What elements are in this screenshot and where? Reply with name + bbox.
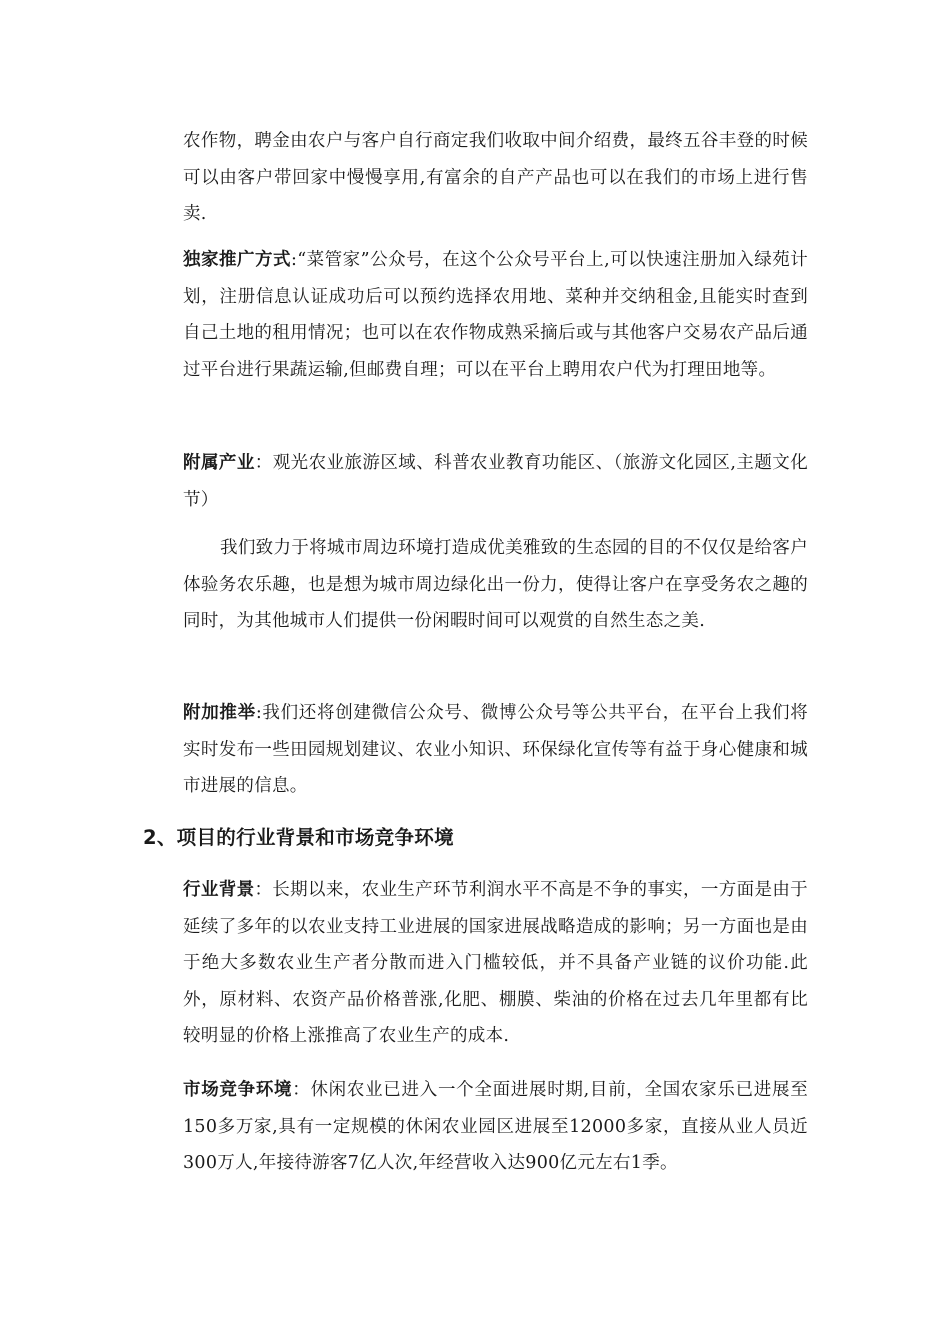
paragraph-mission [183, 530, 808, 640]
paragraph-promotion [183, 242, 808, 388]
market-competition-label: 市场竞争环境 [183, 1080, 293, 1100]
paragraph-text: :我们还将创建微信公众号、微博公众号等公共平台，在平台上我们将实时发布一些田园规划建议、农业小知识、环保绿化宣传等有益于身心健康和城市进展的信息。 [183, 703, 809, 796]
paragraph-text: ：观光农业旅游区域、科普农业教育功能区、（旅游文化园区,主题文化节） [183, 453, 808, 510]
industry-background-label: 行业背景 [183, 880, 255, 900]
paragraph-text: :“菜管家”公众号，在这个公众号平台上,可以快速注册加入绿苑计划，注册信息认证成功后可以预约选择农用地、菜种并交纳租金,且能实时查到自己土地的租用情况；也可以在农作物成熟采摘后或与其他客户交易农产品后通过平台进行果蔬运输,但邮费自理；可以在平台上聘用农户代为打理田地等。 [183, 250, 808, 380]
paragraph-additional-measures [183, 695, 808, 805]
affiliated-industry-label: 附属产业 [183, 453, 255, 473]
paragraph-text: 我们致力于将城市周边环境打造成优美雅致的生态园的目的不仅仅是给客户体验务农乐趣，也是想为城市周边绿化出一份力，使得让客户在享受务农之趣的同时，为其他城市人们提供一份闲暇时间可以观赏的自然生态之美. [183, 538, 808, 631]
paragraph-affiliated-industry [183, 445, 808, 518]
paragraph-industry-background [183, 872, 808, 1055]
paragraph-text: 农作物，聘金由农户与客户自行商定我们收取中间介绍费，最终五谷丰登的时候可以由客户带回家中慢慢享用,有富余的自产产品也可以在我们的市场上进行售卖. [183, 131, 808, 224]
paragraph-crop-rental [183, 123, 808, 233]
section-heading: 2、项目的行业背景和市场竞争环境 [143, 826, 454, 849]
promotion-label: 独家推广方式 [183, 250, 292, 270]
paragraph-market-competition [183, 1072, 808, 1182]
additional-measures-label: 附加推举 [183, 703, 256, 723]
paragraph-text: ：休闲农业已进入一个全面进展时期,目前，全国农家乐已进展至150多万家,具有一定规模的休闲农业园区进展至12000多家，直接从业人员近300万人,年接待游客7亿人次,年经营收入达900亿元左右1季。 [183, 1080, 808, 1173]
paragraph-text: ：长期以来，农业生产环节利润水平不高是不争的事实，一方面是由于延续了多年的以农业支持工业进展的国家进展战略造成的影响；另一方面也是由于绝大多数农业生产者分散而进入门槛较低，并不具备产业链的议价功能.此外，原材料、农资产品价格普涨,化肥、棚膜、柴油的价格在过去几年里都有比较明显的价格上涨推高了农业生产的成本. [183, 880, 808, 1046]
